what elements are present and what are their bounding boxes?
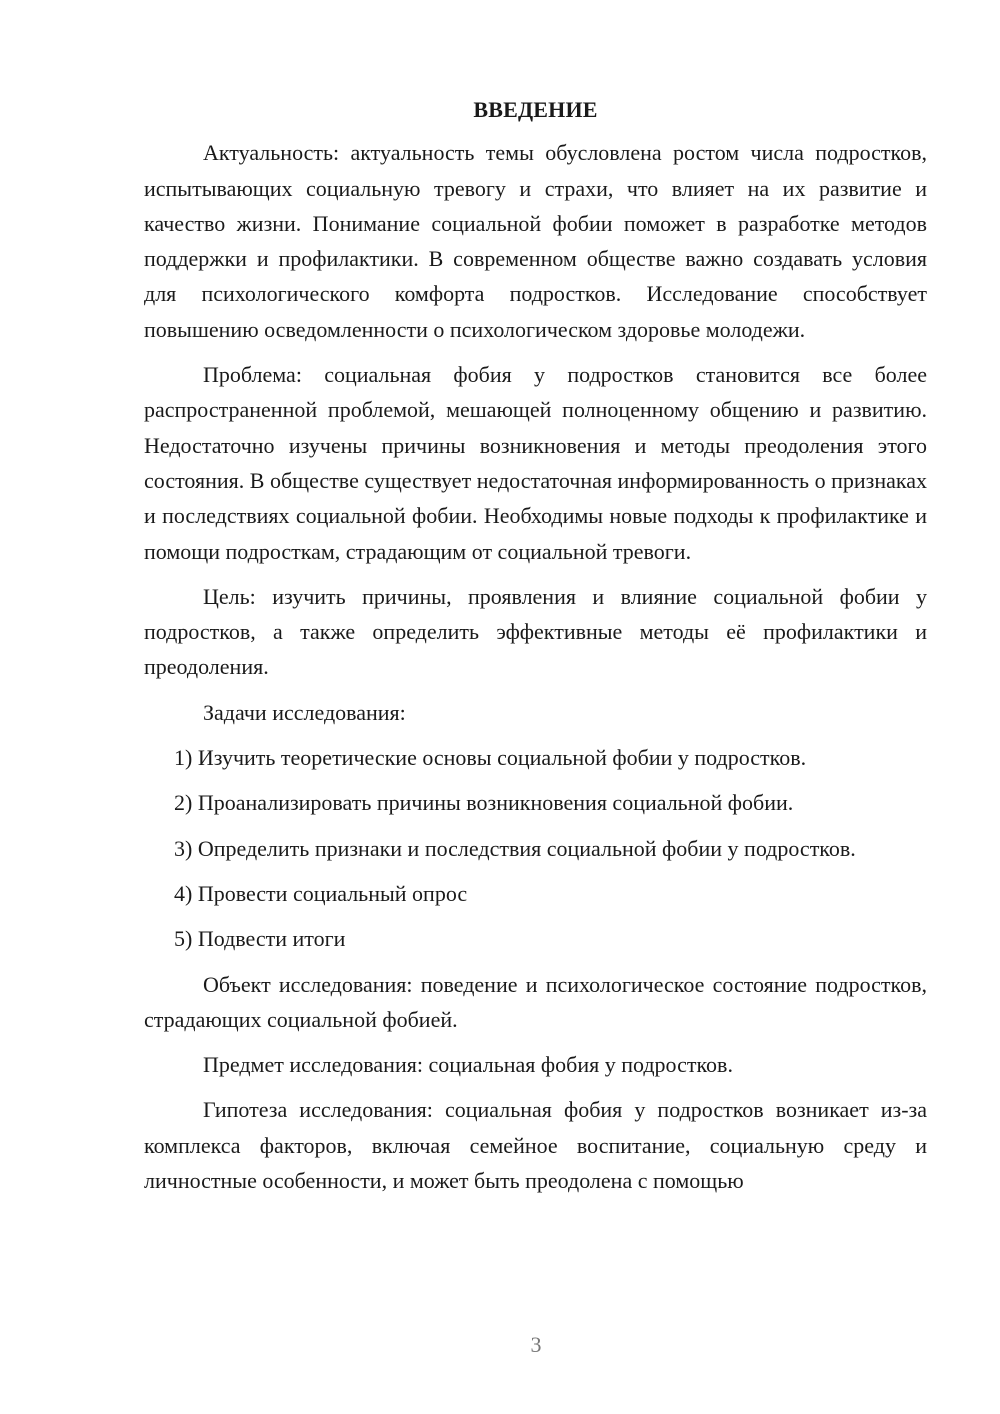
task-item-4: 4) Провести социальный опрос [174, 880, 468, 906]
paragraph-relevance: Актуальность: актуальность темы обусловлена ростом числа подростков, испытывающих социальную тревогу и страхи, что влияет на их развитие и качество жизни. Понимание социальной фобии поможет в разработке методов поддержки и профилактики. В современном обществе важно создавать условия для психологического комфорта подростков. Исследование способствует повышению осведомленности о психологическом здоровье молодежи. [144, 140, 927, 342]
task-item-1: 1) Изучить теоретические основы социальной фобии у подростков. [174, 745, 807, 771]
task-item-5: 5) Подвести итоги [174, 926, 346, 952]
task-item-3: 3) Определить признаки и последствия социальной фобии у подростков. [174, 835, 856, 861]
document-page [144, 92, 927, 1208]
paragraph-subject: Предмет исследования: социальная фобия у подростков. [203, 1052, 733, 1078]
paragraph-object: Объект исследования: поведение и психологическое состояние подростков, страдающих социальной фобией. [144, 971, 927, 1032]
paragraph-goal: Цель: изучить причины, проявления и влияние социальной фобии у подростков, а также определить эффективные методы её профилактики и преодоления. [144, 583, 927, 680]
task-item-2: 2) Проанализировать причины возникновения социальной фобии. [174, 790, 794, 816]
paragraph-hypothesis: Гипотеза исследования: социальная фобия у подростков возникает из-за комплекса факторов, включая семейное воспитание, социальную среду и личностные особенности, и может быть преодолена с помощью [144, 1097, 927, 1194]
paragraph-tasks-heading: Задачи исследования: [203, 699, 406, 725]
paragraph-problem: Проблема: социальная фобия у подростков становится все более распространенной проблемой, мешающей полноценному общению и развитию. Недостаточно изучены причины возникновения и методы преодоления этого состояния. В обществе существует недостаточная информированность о признаках и последствиях социальной фобии. Необходимы новые подходы к профилактике и помощи подросткам, страдающим от социальной тревоги. [144, 362, 927, 564]
page-number: 3 [530, 1332, 542, 1357]
section-title: ВВЕДЕНИЕ [473, 97, 598, 122]
